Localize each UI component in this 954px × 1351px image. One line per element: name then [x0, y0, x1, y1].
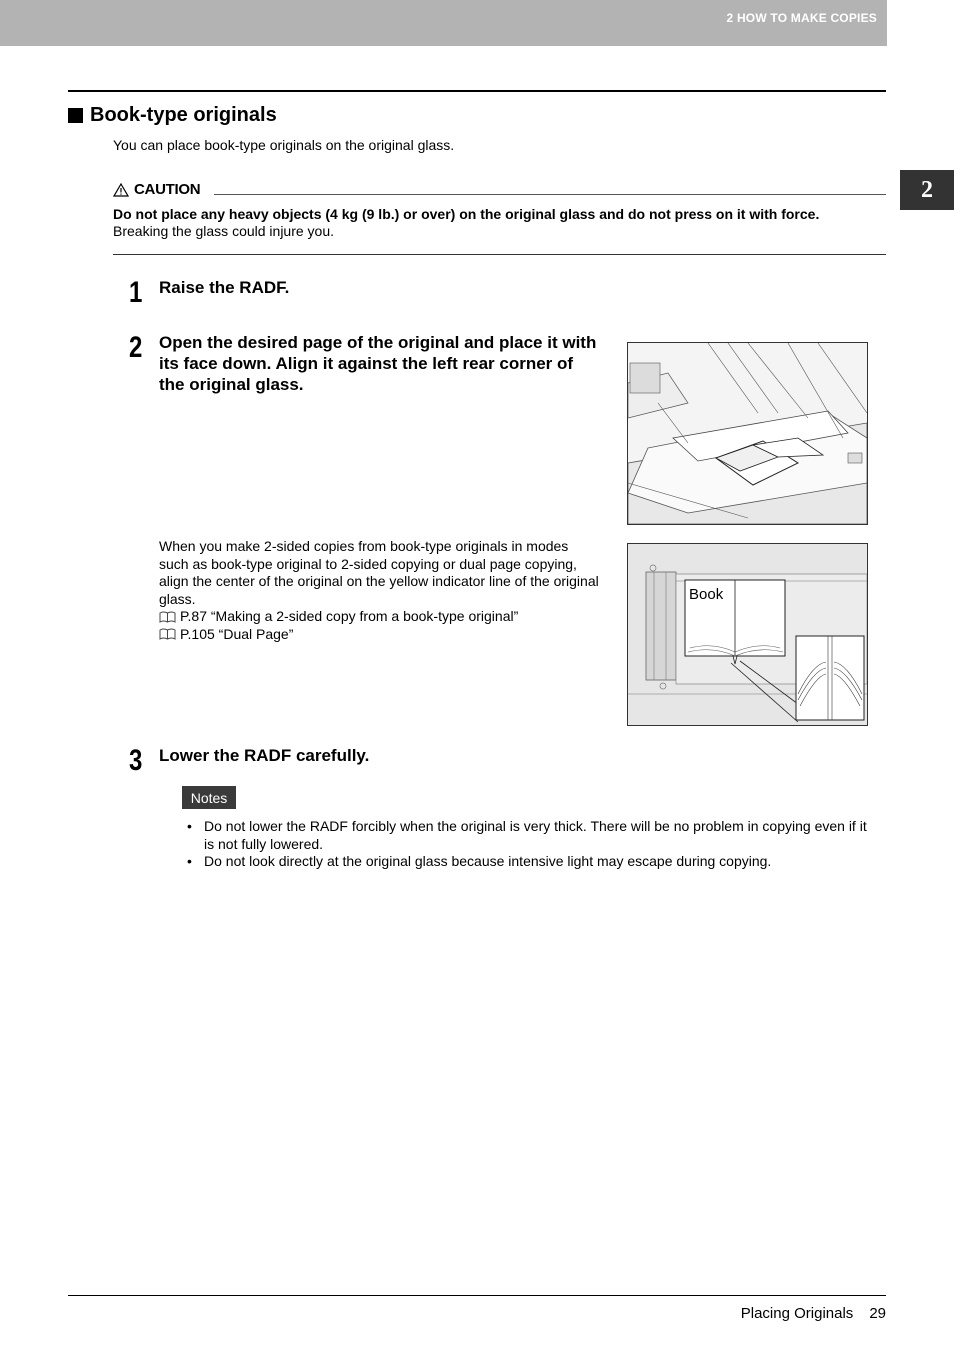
note-line: align the center of the original on the yellow indicator line of the original: [159, 573, 599, 589]
list-item: [182, 818, 886, 853]
section-title: Book-type originals: [90, 104, 277, 126]
step-number-1: 1: [129, 276, 143, 309]
notes-list: [182, 818, 886, 871]
caution-bold-text: Do not place any heavy objects (4 kg (9 lb.) or over) on the original glass and do not press on it with force.: [113, 206, 820, 222]
step-text-2-line: the original glass.: [159, 375, 304, 394]
reference-link-p105[interactable]: [159, 626, 611, 644]
caution-bottom-rule: [113, 254, 886, 255]
square-bullet-icon: [68, 108, 83, 123]
note-line: glass.: [159, 590, 196, 607]
caution-heading: [113, 181, 200, 198]
book-ref-icon: [159, 628, 176, 640]
note-line: Do not lower the RADF forcibly when the original is very thick. There will be no problem in copying even if it: [204, 818, 867, 834]
top-rule: [68, 90, 886, 92]
footer-rule: [68, 1295, 886, 1296]
copier-drawing: [628, 343, 867, 524]
note-text: [204, 818, 867, 853]
bullet-icon: •: [187, 818, 192, 834]
list-item: [182, 853, 886, 871]
note-text: Do not look directly at the original glass because intensive light may escape during copying.: [204, 853, 772, 869]
caution-label: CAUTION: [134, 181, 201, 198]
footer: [741, 1305, 886, 1322]
step-text-3: Lower the RADF carefully.: [159, 746, 370, 765]
footer-section: Placing Originals: [740, 1305, 854, 1322]
step-number-3: 3: [129, 744, 143, 777]
reference-link-p87[interactable]: [159, 608, 611, 626]
book-label: Book: [689, 586, 724, 603]
reference-text: P.87 “Making a 2-sided copy from a book-type original”: [180, 608, 519, 624]
header-bar: [0, 0, 887, 46]
caution-text: Breaking the glass could injure you.: [113, 223, 335, 239]
page-number: 29: [869, 1305, 886, 1322]
glass-drawing: [628, 544, 867, 725]
bullet-icon: •: [187, 853, 192, 869]
note-line: is not fully lowered.: [204, 835, 324, 852]
notes-badge: Notes: [182, 786, 236, 809]
note-line: When you make 2-sided copies from book-type originals in modes: [159, 538, 569, 554]
note-line: such as book-type original to 2-sided copying or dual page copying,: [159, 555, 577, 572]
step-text-2: [159, 332, 596, 395]
step-text-2-line: Open the desired page of the original and place it with: [159, 333, 597, 352]
book-ref-icon: [159, 611, 176, 623]
chapter-tab: 2: [900, 170, 954, 210]
warning-triangle-icon: [113, 183, 129, 197]
reference-text: P.105 “Dual Page”: [180, 625, 294, 642]
step-2-note: [159, 538, 611, 643]
caution-divider: [214, 194, 886, 195]
step-text-1: Raise the RADF.: [159, 278, 290, 297]
step-text-2-line: its face down. Align it against the left rear corner of: [159, 354, 574, 373]
step-number-2: 2: [129, 331, 143, 364]
chapter-header: 2 HOW TO MAKE COPIES: [726, 11, 877, 25]
copier-book-illustration: [627, 342, 868, 525]
intro-text: You can place book-type originals on the original glass.: [113, 137, 455, 153]
section-heading: [68, 104, 277, 127]
book-alignment-illustration: [627, 543, 868, 726]
